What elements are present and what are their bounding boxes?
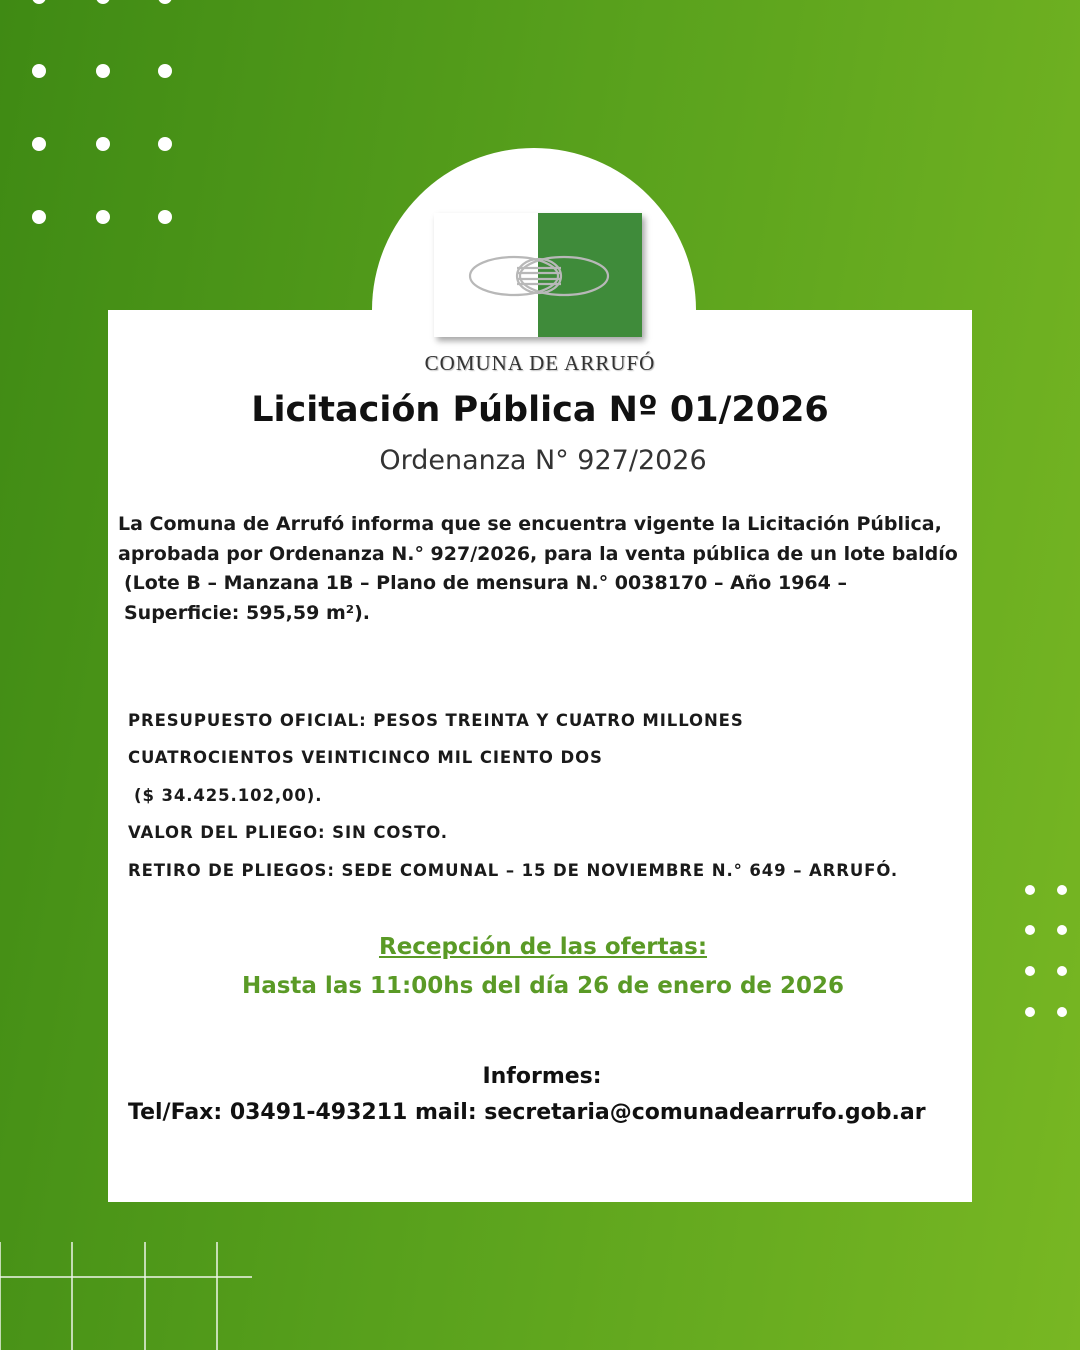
- intro-paragraph: La Comuna de Arrufó informa que se encuentra vigente la Licitación Pública, aprobada por Ordenanza N.° 927/2026, para la venta pública de un lote baldío: [118, 513, 958, 565]
- budget-amount: ($ 34.425.102,00).: [134, 785, 323, 805]
- offers-reception-label: Recepción de las ofertas:: [378, 934, 708, 960]
- lot-details: (Lote B – Manzana 1B – Plano de mensura N.° 0038170 – Año 1964 – Superficie: 595,59 m²).: [124, 572, 847, 624]
- sheet-value: VALOR DEL PLIEGO: SIN COSTO.: [128, 823, 448, 843]
- contact-label: Informes:: [482, 1064, 602, 1089]
- budget-line-2: CUATROCIENTOS VEINTICINCO MIL CIENTO DOS: [128, 748, 603, 768]
- page-title: Licitación Pública Nº 01/2026: [251, 390, 829, 430]
- logo-emblem-icon: [466, 253, 612, 299]
- decorative-dots-right: [1020, 880, 1070, 1020]
- ordinance-subtitle: Ordenanza N° 927/2026: [379, 445, 707, 476]
- offers-deadline: Hasta las 11:00hs del día 26 de enero de 2026: [241, 973, 845, 999]
- sheet-pickup: RETIRO DE PLIEGOS: SEDE COMUNAL – 15 DE NOVIEMBRE N.° 649 – ARRUFÓ.: [128, 860, 899, 880]
- tender-details: [128, 702, 968, 889]
- contact-line: Tel/Fax: 03491-493211 mail: secretaria@comunadearrufo.gob.ar: [128, 1100, 926, 1125]
- decorative-grid-bottom-left: [0, 1240, 260, 1350]
- intro-text: [118, 510, 963, 628]
- budget-line-1: PRESUPUESTO OFICIAL: PESOS TREINTA Y CUATRO MILLONES: [128, 711, 744, 730]
- decorative-dots-top-left: [30, 0, 190, 230]
- organization-name: COMUNA DE ARRUFÓ: [424, 351, 656, 375]
